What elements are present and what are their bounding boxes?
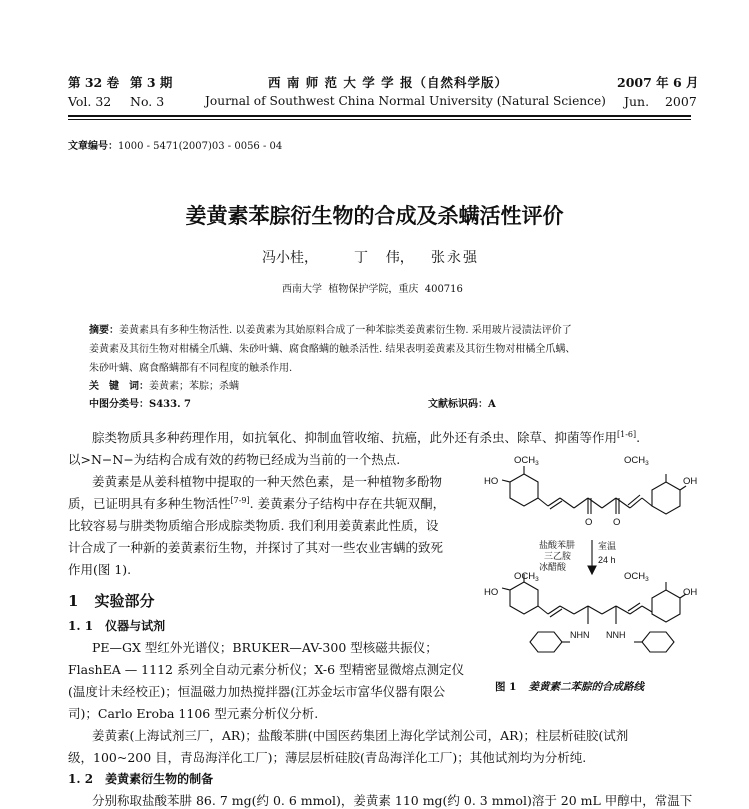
- header-date-cn: 2007 年 6 月: [617, 75, 699, 90]
- header-issue-cn: 第 3 期: [130, 75, 173, 90]
- header-issue-en: No. 3: [130, 94, 165, 109]
- section-1-1-line-3: (温度计未经校正)；恒温磁力加热搅拌器(江苏金坛市富华仪器有限公: [68, 684, 446, 699]
- intro-p2-line-2: [68, 494, 445, 512]
- fig-condition-1: 室温: [598, 541, 617, 551]
- fig-o-label-1: O: [585, 517, 593, 528]
- intro-p2-line-5: 作用(图 1).: [68, 562, 132, 577]
- curcumin-left-ring: [510, 474, 538, 506]
- section-1-1-line-1: PE—GX 型红外光谱仪；BRUKER—AV-300 型核磁共振仪；: [92, 640, 438, 655]
- header-volume-cn: 第 32 卷: [68, 75, 120, 90]
- section-1-1-line-2: FlashEA — 1112 系列全自动元素分析仪；X-6 型精密显微熔点测定仪: [68, 662, 465, 677]
- intro-p1-line-2: 以>N−N−为结构合成有效的药物已经成为当前的一个热点.: [68, 452, 401, 467]
- section-1-1-line-5: 姜黄素(上海试剂三厂，AR)；盐酸苯肼(中国医药集团上海化学试剂公司，AR)；柱层析硅胶(试剂: [92, 728, 629, 743]
- section-1-1-line-4: 司)；Carlo Eroba 1106 型元素分析仪分析.: [68, 706, 319, 721]
- figure-1-caption: [495, 679, 644, 694]
- fig-och3-label-2: $OCH_3$: [624, 455, 649, 467]
- section-1-2-number: 1. 2: [68, 772, 94, 786]
- author-1: 冯小桂，: [262, 250, 318, 266]
- citation-7-9: [7-9]: [230, 495, 250, 505]
- clc-value: S433. 7: [149, 399, 192, 410]
- fig-och3-label-3: $OCH_3$: [514, 571, 539, 583]
- section-1-2-line-1: 分别称取盐酸苯肼 86. 7 mg(约 0. 6 mmol)，姜黄素 110 mg(约 0. 3 mmol)溶于 20 mL 甲醇中，常温下: [92, 793, 693, 808]
- clc-number: [89, 395, 191, 410]
- affiliation: 西南大学 植物保护学院，重庆 400716: [282, 284, 463, 295]
- section-1-1-number: 1. 1: [68, 619, 94, 633]
- document-code-label: 文献标识码：: [428, 399, 488, 410]
- abstract-label: 摘要：: [89, 325, 119, 336]
- intro-p2-line-3: 比较容易与肼类物质缩合形成腙类物质. 我们利用姜黄素此性质，设: [68, 518, 439, 533]
- figure-1-scheme: [484, 452, 699, 680]
- fig-reagent-2: 三乙胺: [544, 551, 572, 561]
- intro-p1-line-1: [92, 428, 640, 446]
- header-rule-thin: [68, 119, 691, 120]
- fig-condition-2: 24 h: [598, 555, 616, 565]
- curcumin-right-ring: [652, 482, 680, 514]
- intro-p1-text: 腙类物质具多种药理作用，如抗氧化、抑制血管收缩、抗癌，此外还有杀虫、除草、抑菌等作用: [92, 430, 618, 445]
- paper-title: 姜黄素苯腙衍生物的合成及杀螨活性评价: [185, 203, 564, 228]
- article-number-label: 文章编号：: [68, 141, 118, 152]
- intro-p2-line-1: 姜黄素是从姜科植物中提取的一种天然色素，是一种植物多酚物: [92, 474, 443, 489]
- author-3: 张永强: [431, 250, 479, 266]
- header-rule-thick: [68, 115, 691, 117]
- figure-1-caption-number: 图 1: [495, 681, 517, 693]
- header-journal-cn: 西 南 师 范 大 学 学 报（自然科学版）: [268, 75, 508, 90]
- citation-1-6: [1-6]: [617, 429, 637, 439]
- document-code-value: A: [488, 399, 496, 410]
- fig-och3-label-1: $OCH_3$: [514, 455, 539, 467]
- header-date-en: Jun. 2007: [624, 94, 697, 109]
- section-1-1-line-6: 级，100~200 目，青岛海洋化工厂)；薄层层析硅胶(青岛海洋化工厂)；其他试剂均为分析纯.: [68, 750, 587, 765]
- fig-oh-label-2: OH: [683, 587, 698, 598]
- keywords: [89, 377, 239, 392]
- fig-o-label-2: O: [613, 517, 621, 528]
- header-journal-en: Journal of Southwest China Normal University (Natural Science): [205, 94, 606, 108]
- section-1-number: 1: [68, 592, 79, 610]
- fig-nhn-label: NHN: [570, 630, 590, 640]
- abstract-line-2: 姜黄素及其衍生物对柑橘全爪螨、朱砂叶螨、腐食酪螨的触杀活性. 结果表明姜黄素及其衍生物对柑橘全爪螨、: [89, 344, 576, 355]
- intro-p2-text-a: 质，已证明具有多种生物活性: [68, 496, 231, 511]
- figure-1-caption-text: 姜黄素二苯腙的合成路线: [528, 681, 644, 693]
- fig-ho-label-1: HO: [484, 476, 499, 487]
- fig-nnh-label: NNH: [606, 630, 626, 640]
- header-volume-en: Vol. 32: [68, 94, 112, 109]
- section-1-1-title: 仪器与试剂: [105, 619, 166, 633]
- fig-reagent-3: 冰醋酸: [539, 562, 567, 572]
- section-1-1-heading: [68, 617, 165, 634]
- keywords-label: 关 键 词：: [89, 381, 149, 392]
- article-number: [68, 137, 282, 152]
- section-1-2-title: 姜黄素衍生物的制备: [105, 772, 214, 786]
- clc-label: 中图分类号：: [89, 399, 149, 410]
- fig-ho-label-2: HO: [484, 587, 499, 598]
- intro-p2-text-b: . 姜黄素分子结构中存在共轭双酮，: [249, 496, 446, 511]
- section-1-title: 实验部分: [94, 592, 155, 610]
- section-1-2-heading: [68, 770, 213, 787]
- abstract-text-1: 姜黄素具有多种生物活性. 以姜黄素为其始原料合成了一种苯腙类姜黄素衍生物. 采用玻片浸渍法评价了: [119, 325, 572, 336]
- article-number-value: 1000 - 5471(2007)03 - 0056 - 04: [118, 141, 283, 152]
- fig-och3-label-4: $OCH_3$: [624, 571, 649, 583]
- fig-reagent-1: 盐酸苯肼: [539, 540, 576, 550]
- abstract-line-3: 朱砂叶螨、腐食酪螨都有不同程度的触杀作用.: [89, 363, 293, 374]
- keywords-value: 姜黄素；苯腙；杀螨: [149, 381, 239, 392]
- section-1-heading: [68, 590, 154, 611]
- intro-p1-end: .: [636, 430, 641, 445]
- intro-p2-line-4: 计合成了一种新的姜黄素衍生物，并探讨了其对一些农业害螨的致死: [68, 540, 444, 555]
- document-code: [428, 395, 496, 410]
- author-2: 丁 伟，: [354, 250, 414, 266]
- abstract-line-1: [89, 321, 572, 336]
- fig-oh-label-1: OH: [683, 476, 698, 487]
